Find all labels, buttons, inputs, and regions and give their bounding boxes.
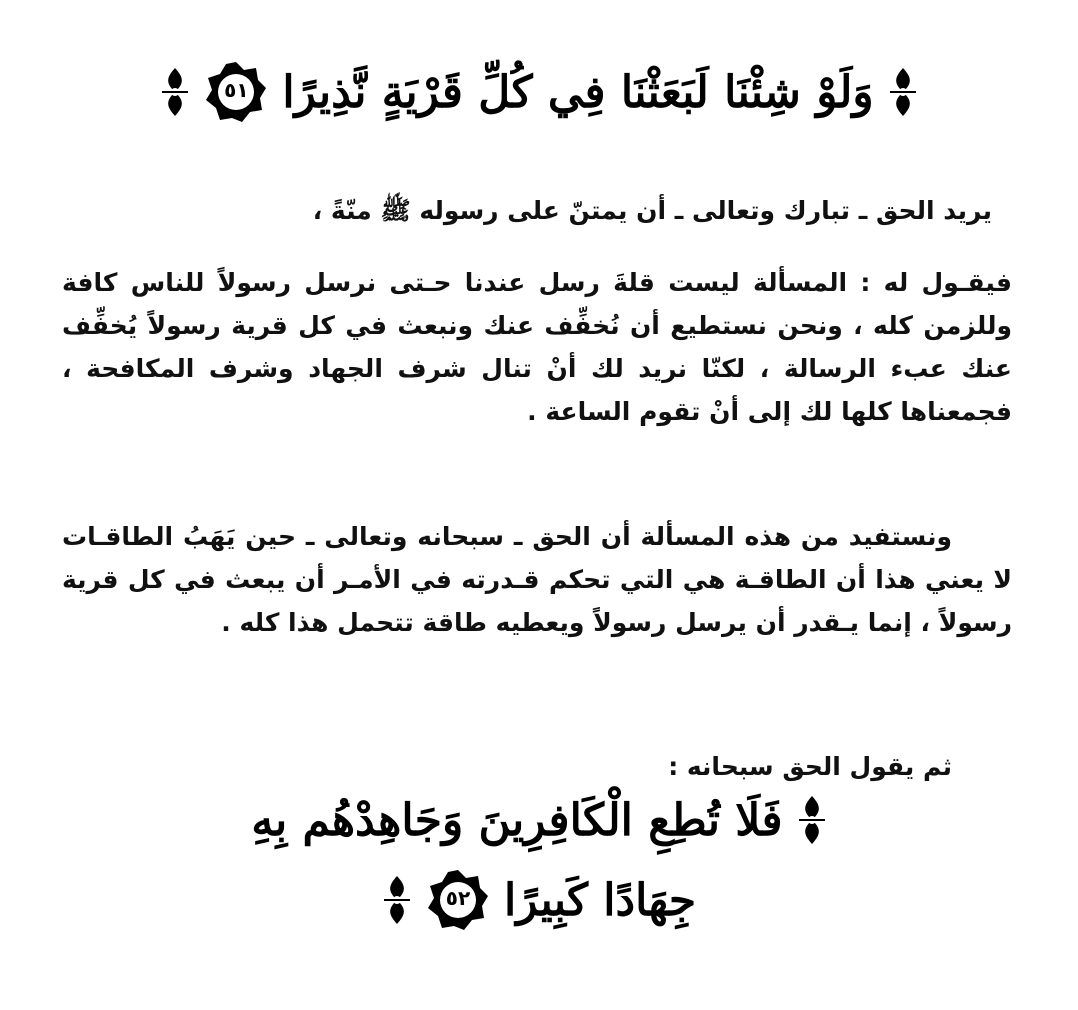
floral-ornament-icon [888,66,918,118]
verse-text: جِهَادًا كَبِيرًا [503,874,697,926]
floral-ornament-icon [160,66,190,118]
ayah-number-medallion-icon [204,60,268,124]
ayah-number: ٥٢ [445,886,471,910]
paragraph-explanation: فيقـول له : المسألة ليست قلةَ رسل عندنا حـتى نرسل رسولاً للناس كافة وللزمن كله ، ونحن نستطيع أن نُخفِّف عنك ونبعث في كل قرية رسولاً يُخفِّف عنك عبء الرسالة ، لكنّا نريد لك أنْ تنال شرف الجهاد وشرف المكافحة ، فجمعناها كلها لك إلى أنْ تقوم الساعة . [62,268,1012,426]
paragraph-lesson: ونستفيد من هذه المسألة أن الحق ـ سبحانه وتعالى ـ حين يَهَبُ الطاقـات لا يعني هذا أن الطاقـة هي التي تحكم قـدرته في الأمـر أن يبعث في كل قرية رسولاً ، إنما يـقدر أن يرسل رسولاً ويعطيه طاقة تتحمل هذا كله . [62,522,1012,637]
ayah-number: ٥١ [224,78,249,102]
paragraph-intro: يريد الحق ـ تبارك وتعالى ـ أن يمتنّ على رسوله ﷺ منّةً ، [312,196,992,225]
paragraph-transition: ثم يقول الحق سبحانه : [668,752,952,781]
quran-verse-51 [0,52,1078,132]
ayah-number-medallion-icon [426,868,490,932]
floral-ornament-icon [797,794,827,846]
quran-verse-52-line-1 [0,780,1078,860]
floral-ornament-icon [382,874,412,926]
verse-text: فَلَا تُطِعِ الْكَافِرِينَ وَجَاهِدْهُم بِهِ [251,794,783,846]
verse-text: وَلَوْ شِئْنَا لَبَعَثْنَا فِي كُلِّ قَرْيَةٍ نَّذِيرًا [282,66,874,118]
quran-verse-52-line-2 [0,860,1078,940]
